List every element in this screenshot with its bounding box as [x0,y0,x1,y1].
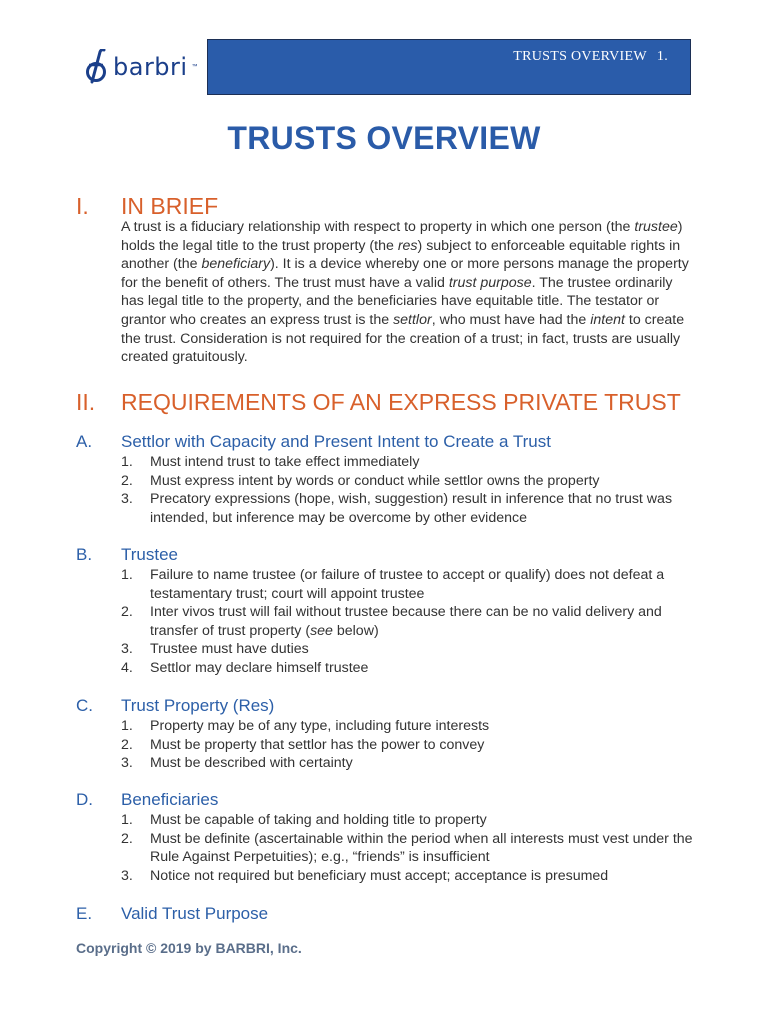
section-1-number: I. [76,193,89,219]
subsection-d-title: Beneficiaries [121,790,219,809]
subsection-c-letter: C. [76,696,93,715]
list-item: 1. Must intend trust to take effect immediately [121,454,420,470]
list-item: 3. Must be described with certainty [121,755,353,772]
barbri-logo-icon [83,49,109,85]
subsection-e-title: Valid Trust Purpose [121,904,269,923]
running-header-title: TRUSTS OVERVIEW [513,49,647,64]
subsection-c-list [121,717,695,773]
logo-wordmark: barbri [113,53,188,81]
subsection-d-letter: D. [76,790,93,809]
list-item: 1. Must be capable of taking and holding title to property [121,812,487,828]
list-item: 2. Must express intent by words or conduct while settlor owns the property [121,472,600,489]
section-1-title: IN BRIEF [121,193,219,219]
subsection-b-list [121,566,695,678]
in-brief-paragraph: A trust is a fiduciary relationship with respect to property in which one person (the trustee) holds the legal title to the trust property (the res) subject to enforceable equitable rights in another (the beneficiary). It is a device whereby one or more persons manage the property for the benefit of others. The trust must have a valid trust purpose. The trustee ordinarily has legal title to the property, and the beneficiaries have equitable title. The testator or grantor who creates an express trust is the settlor, who must have had the intent to create the trust. Consideration is not required for the creation of a trust; in fact, trusts are usually created gratuitously. [121,219,689,366]
list-item: 3. Trustee must have duties [121,641,309,658]
subsection-a-list [121,453,695,527]
list-item: 2. Must be definite (ascertainable within the period when all interests must vest under the Rule Against Perpetuities); e.g., “friends” is insufficient [121,830,693,866]
running-header [513,49,668,65]
subsection-b-letter: B. [76,545,93,564]
section-2-number: II. [76,389,96,415]
list-item: 3. Notice not required but beneficiary must accept; acceptance is presumed [121,867,609,884]
header-bar [207,39,691,95]
subsection-c-title: Trust Property (Res) [121,696,275,715]
subsection-e-letter: E. [76,904,93,923]
list-item: 2. Must be property that settlor has the power to convey [121,736,485,753]
copyright-notice: Copyright © 2019 by BARBRI, Inc. [76,940,302,956]
list-item: 1. Property may be of any type, including future interests [121,718,490,734]
list-item: 1. Failure to name trustee (or failure of trustee to accept or qualify) does not defeat a testamentary trust; court will appoint trustee [121,567,665,602]
section-2-title: REQUIREMENTS OF AN EXPRESS PRIVATE TRUST [121,389,681,415]
page-title: TRUSTS OVERVIEW [227,120,541,156]
subsection-d-list [121,811,695,885]
subsection-a-letter: A. [76,432,93,451]
subsection-b-title: Trustee [121,545,179,564]
list-item: 3. Precatory expressions (hope, wish, suggestion) result in inference that no trust was intended, but inference may be overcome by other evidence [121,491,673,526]
barbri-logo: barbri ™ [83,49,198,85]
list-item: 2. Inter vivos trust will fail without trustee because there can be no valid delivery and transfer of trust property (see below) [121,604,662,639]
subsection-a-title: Settlor with Capacity and Present Intent to Create a Trust [121,432,551,451]
page-number: 1. [656,49,668,64]
list-item: 4. Settlor may declare himself trustee [121,659,369,676]
